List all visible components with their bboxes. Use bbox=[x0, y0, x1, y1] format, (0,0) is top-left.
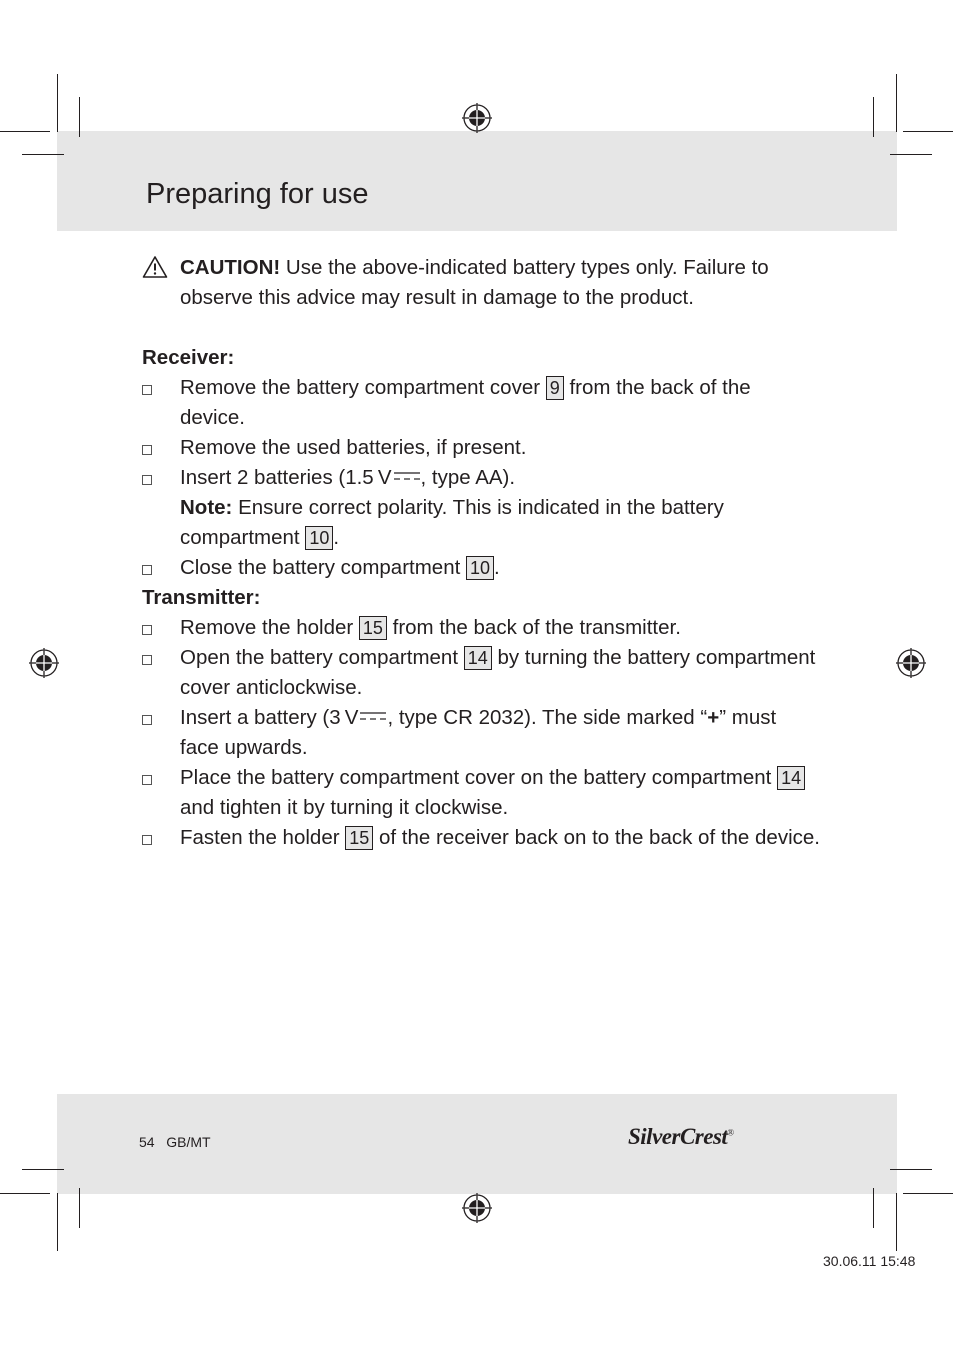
list-item-cont: and tighten it by turning it clockwise. bbox=[180, 796, 509, 819]
caution-label: CAUTION! bbox=[180, 256, 281, 279]
page-title: Preparing for use bbox=[146, 178, 369, 210]
list-item: Remove the holder 15 from the back of the transmitter. bbox=[180, 616, 681, 639]
note-line-2: compartment 10 . bbox=[180, 526, 340, 549]
registration-mark-icon bbox=[896, 648, 926, 678]
dc-symbol-icon bbox=[360, 711, 386, 721]
part-ref: 14 bbox=[464, 646, 492, 670]
part-ref: 14 bbox=[777, 766, 805, 790]
language-code: GB/MT bbox=[166, 1134, 211, 1150]
bullet-icon bbox=[142, 475, 152, 485]
list-item: Fasten the holder 15 of the receiver back on to the back of the device. bbox=[180, 826, 820, 849]
page-number: 54 GB/MT bbox=[139, 1134, 211, 1150]
list-item: Insert 2 batteries (1.5 V , type AA). bbox=[180, 466, 516, 489]
caution-line-2: observe this advice may result in damage to the product. bbox=[180, 286, 694, 309]
bullet-icon bbox=[142, 775, 152, 785]
registration-mark-icon bbox=[462, 1193, 492, 1223]
part-ref: 10 bbox=[305, 526, 333, 550]
list-item: Remove the used batteries, if present. bbox=[180, 436, 527, 459]
registration-mark-icon bbox=[29, 648, 59, 678]
note-line-1: Note: Ensure correct polarity. This is indicated in the battery bbox=[180, 496, 724, 519]
dc-symbol-icon bbox=[394, 471, 420, 481]
part-ref: 15 bbox=[345, 826, 373, 850]
list-item-cont: cover anticlockwise. bbox=[180, 676, 363, 699]
part-ref: 15 bbox=[359, 616, 387, 640]
print-timestamp: 30.06.11 15:48 bbox=[823, 1253, 916, 1269]
list-item: Remove the battery compartment cover 9 from the back of the bbox=[180, 376, 751, 399]
brand-logo: SilverCrest® bbox=[628, 1124, 734, 1149]
list-item-cont: face upwards. bbox=[180, 736, 308, 759]
bullet-icon bbox=[142, 565, 152, 575]
bullet-icon bbox=[142, 625, 152, 635]
transmitter-heading: Transmitter: bbox=[142, 586, 261, 609]
list-item: Place the battery compartment cover on the battery compartment 14 bbox=[180, 763, 805, 793]
bullet-icon bbox=[142, 655, 152, 665]
bullet-icon bbox=[142, 385, 152, 395]
list-item-cont: device. bbox=[180, 406, 245, 429]
part-ref: 10 bbox=[466, 556, 494, 580]
bullet-icon bbox=[142, 715, 152, 725]
list-item: Open the battery compartment 14 by turning the battery compartment bbox=[180, 646, 816, 669]
receiver-heading: Receiver: bbox=[142, 346, 235, 369]
plus-sign: + bbox=[707, 706, 720, 729]
registration-mark-icon bbox=[462, 103, 492, 133]
note-label: Note: bbox=[180, 496, 233, 519]
bullet-icon bbox=[142, 835, 152, 845]
caution-line-1: CAUTION! Use the above-indicated battery types only. Failure to bbox=[180, 256, 769, 279]
bullet-icon bbox=[142, 445, 152, 455]
list-item: Insert a battery (3 V , type CR 2032). The side marked “+” must bbox=[180, 706, 777, 729]
warning-triangle-icon bbox=[142, 255, 168, 279]
list-item: Close the battery compartment 10 . bbox=[180, 556, 500, 579]
part-ref: 9 bbox=[546, 376, 564, 400]
